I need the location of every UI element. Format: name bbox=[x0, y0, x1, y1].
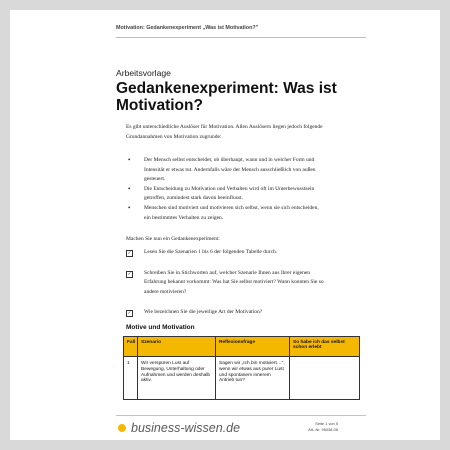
column-header: Fall bbox=[124, 337, 138, 357]
logo-dot-icon bbox=[118, 424, 126, 432]
table-cell: 1 bbox=[124, 357, 138, 400]
table-header-row bbox=[124, 337, 360, 357]
list-item: • Der Mensch selbst entscheidet, ob überhaupt, wann und in welcher Form und Intensität er etwas tut. Andernfalls wäre der Mensch ausschließlich von außen gesteuert. bbox=[126, 156, 326, 185]
brand-logo bbox=[118, 421, 240, 435]
checkbox-icon: ✓ bbox=[127, 311, 132, 317]
task-text: Schreiben Sie in Stichworten auf, welcher Szenarie Ihnen aus Ihrer eigenen Erfahrung bekannt vorkommt: Was hat Sie selbst motiviert? Wann konnten Sie so andere motivieren? bbox=[144, 269, 324, 295]
motives-table bbox=[123, 336, 360, 400]
task-text: Lesen Sie die Szenarien 1 bis 6 der folgenden Tabelle durch. bbox=[144, 249, 278, 255]
column-header: Szenario bbox=[138, 337, 216, 357]
list-item bbox=[126, 308, 326, 318]
list-item bbox=[126, 248, 326, 258]
table-cell bbox=[290, 357, 360, 400]
task-text: Wie bezeichnen Sie die jeweilige Art der Motivation? bbox=[144, 309, 263, 316]
page-info bbox=[308, 421, 338, 433]
table-row bbox=[124, 357, 360, 400]
assumption-list bbox=[126, 156, 326, 223]
document-kicker: Arbeitsvorlage bbox=[116, 68, 171, 78]
list-item: • Menschen sind motiviert und motivieren sich selbst, wenn sie sich entscheiden, ein bestimmtes Verhalten zu zeigen. bbox=[126, 204, 326, 223]
document-page bbox=[10, 10, 440, 440]
running-title: Motivation: Gedankenexperiment „Was ist Motivation?" bbox=[116, 25, 259, 31]
column-header: Reflexionsfrage bbox=[216, 337, 290, 357]
table-cell: Sagen wir „Ich bin motiviert…", wenn wir etwas aus purer Lust und spontanem innerem Antrieb tun? bbox=[216, 357, 290, 400]
page-number: Seite 1 von 5 bbox=[315, 421, 338, 426]
footer-divider bbox=[116, 415, 366, 416]
task-intro: Machen Sie nun ein Gedankenexperiment: bbox=[126, 236, 220, 242]
document-title: Gedankenexperiment: Was ist Motivation? bbox=[116, 80, 337, 114]
table-cell: Wir verspüren Lust auf Bewegung, Unterhaltung oder Aufnahmen und werden deshalb aktiv. bbox=[138, 357, 216, 400]
header-divider bbox=[116, 37, 366, 38]
task-checklist bbox=[126, 248, 326, 329]
checkbox-icon: ✓ bbox=[127, 251, 132, 256]
column-header: So habe ich das selbst schon erlebt bbox=[290, 337, 360, 357]
article-number: Art.-Nr. 95038-06 bbox=[308, 427, 338, 432]
intro-paragraph: Es gibt unterschiedliche Auslöser für Motivation. Allen Auslösern liegen jedoch folgende Grundannahmen von Motivation zugrunde: bbox=[126, 124, 323, 140]
checkbox-icon: ✓ bbox=[127, 271, 132, 277]
logo-text: business-wissen.de bbox=[131, 421, 241, 435]
table-title: Motive und Motivation bbox=[126, 324, 195, 331]
list-item: • Die Entscheidung zu Motivation und Verhalten wird oft im Unterbewusstsein getroffen, zumindest stark davon beeinflusst. bbox=[126, 185, 326, 204]
list-item bbox=[126, 269, 326, 298]
